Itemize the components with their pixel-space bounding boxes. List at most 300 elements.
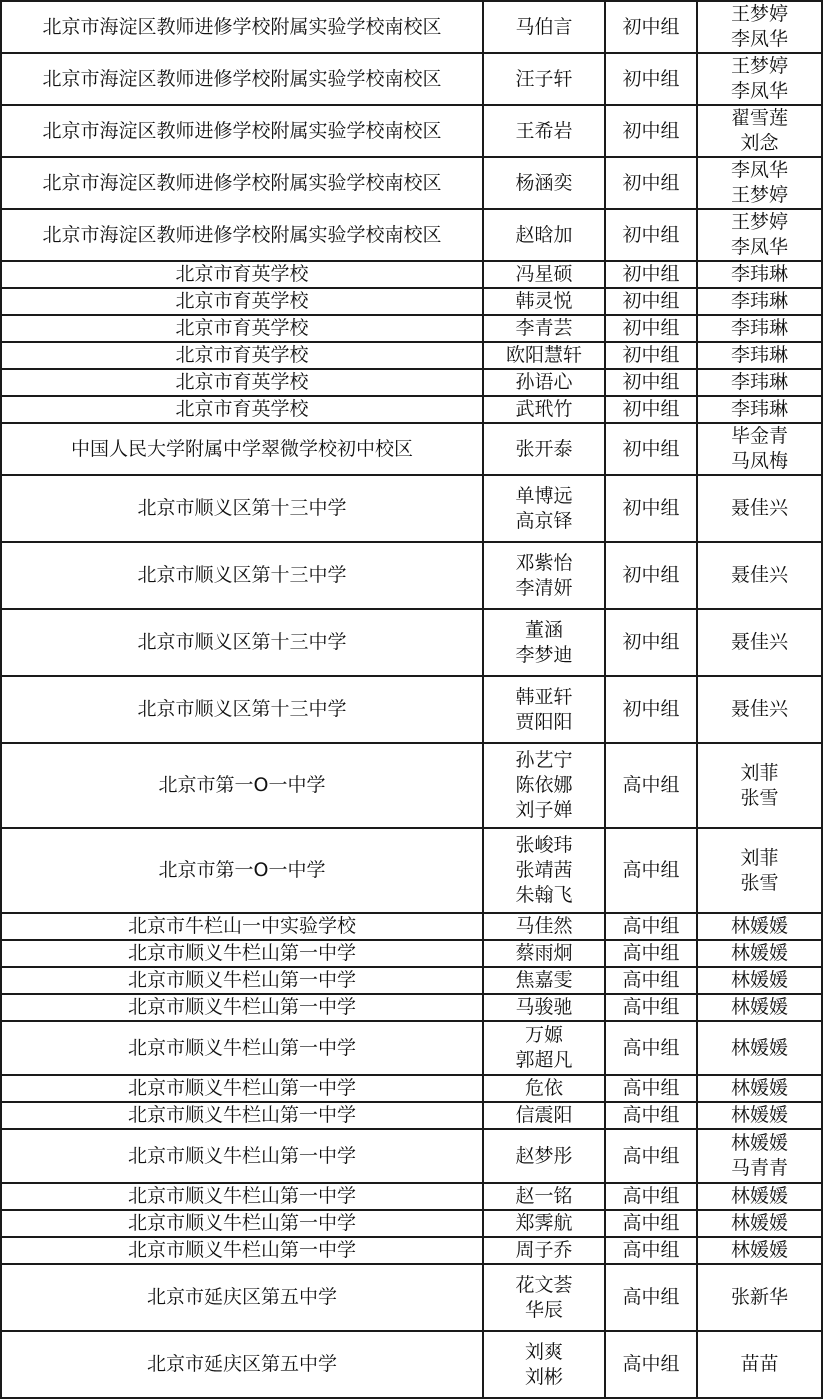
teacher-cell: [697, 423, 822, 475]
teacher-cell: [697, 994, 822, 1021]
student-cell-text: 孙语心: [515, 371, 573, 393]
school-cell-text: 北京市第一O一中学: [158, 774, 326, 796]
school-cell: [1, 342, 483, 369]
school-cell: [1, 1102, 483, 1129]
group-cell: [605, 396, 697, 423]
school-cell: [1, 913, 483, 940]
table-row: [1, 1102, 823, 1129]
teacher-cell-text: 毕金青: [730, 425, 788, 447]
student-cell: [483, 542, 605, 609]
student-cell: [483, 157, 605, 209]
group-cell-text: 高中组: [622, 1239, 680, 1261]
student-cell-text: 杨涵奕: [515, 171, 573, 194]
teacher-cell-text: 林媛媛: [730, 915, 788, 937]
teacher-cell-text: 李凤华: [730, 236, 788, 258]
group-cell: [605, 1, 697, 53]
school-cell: [1, 105, 483, 157]
group-cell-text: 初中组: [622, 371, 680, 393]
student-cell-text: 华辰: [524, 1298, 563, 1321]
teacher-cell-text: 聂佳兴: [730, 497, 788, 519]
group-cell: [605, 913, 697, 940]
student-cell-text: 冯星硕: [515, 263, 573, 285]
group-cell: [605, 105, 697, 157]
school-cell: [1, 940, 483, 967]
teacher-cell: [697, 53, 822, 105]
table-row: [1, 1129, 823, 1183]
student-cell: [483, 475, 605, 542]
student-cell: [483, 1264, 605, 1331]
school-cell: [1, 53, 483, 105]
table-row: [1, 1264, 823, 1331]
group-cell: [605, 1021, 697, 1075]
teacher-cell: [697, 475, 822, 542]
table-row: [1, 940, 823, 967]
school-cell-text: 北京市顺义牛栏山第一中学: [127, 942, 356, 964]
teacher-cell-text: 林媛媛: [730, 1036, 788, 1059]
teacher-cell: [697, 209, 822, 261]
student-cell-text: 信震阳: [515, 1104, 573, 1126]
group-cell: [605, 369, 697, 396]
teacher-cell: [697, 342, 822, 369]
teacher-cell: [697, 1331, 822, 1398]
teacher-cell: [697, 1183, 822, 1210]
student-cell-text: 蔡雨炯: [515, 942, 573, 964]
student-cell: [483, 53, 605, 105]
student-cell-text: 郭超凡: [515, 1049, 573, 1071]
group-cell: [605, 1331, 697, 1398]
table-row: [1, 676, 823, 743]
table-body: [1, 1, 823, 1398]
student-cell: [483, 994, 605, 1021]
school-cell-text: 北京市顺义牛栏山第一中学: [127, 996, 356, 1018]
school-cell-text: 北京市顺义区第十三中学: [137, 497, 347, 519]
teacher-cell-text: 聂佳兴: [730, 631, 788, 653]
student-cell: [483, 1075, 605, 1102]
teacher-cell: [697, 542, 822, 609]
school-cell-text: 北京市顺义牛栏山第一中学: [127, 969, 356, 991]
school-cell-text: 北京市顺义牛栏山第一中学: [127, 1212, 356, 1234]
teacher-cell: [697, 609, 822, 676]
student-cell-text: 高京铎: [515, 509, 573, 532]
group-cell-text: 初中组: [622, 171, 680, 194]
teacher-cell-text: 李玮琳: [730, 263, 788, 285]
student-cell-text: 张开泰: [515, 437, 573, 460]
group-cell-text: 高中组: [622, 942, 680, 964]
school-cell-text: 北京市顺义牛栏山第一中学: [127, 1036, 356, 1059]
group-cell: [605, 542, 697, 609]
teacher-cell-text: 林媛媛: [730, 969, 788, 991]
student-cell-text: 张靖茜: [515, 859, 573, 881]
group-cell-text: 初中组: [622, 698, 680, 720]
group-cell-text: 初中组: [622, 119, 680, 142]
table-row: [1, 423, 823, 475]
table-row: [1, 1183, 823, 1210]
table-row: [1, 743, 823, 828]
student-cell-text: 赵一铭: [515, 1185, 573, 1207]
teacher-cell: [697, 396, 822, 423]
group-cell: [605, 261, 697, 288]
student-cell-text: 马伯言: [515, 15, 573, 38]
student-cell: [483, 1237, 605, 1264]
school-cell: [1, 828, 483, 913]
student-cell-text: 董涵: [524, 618, 563, 641]
school-cell: [1, 1264, 483, 1331]
group-cell-text: 初中组: [622, 223, 680, 246]
group-cell: [605, 1129, 697, 1183]
group-cell: [605, 967, 697, 994]
teacher-cell: [697, 1075, 822, 1102]
teacher-cell-text: 李凤华: [730, 159, 788, 181]
teacher-cell-text: 马凤梅: [730, 450, 788, 472]
group-cell: [605, 53, 697, 105]
teacher-cell-text: 刘念: [740, 132, 779, 154]
group-cell-text: 初中组: [622, 398, 680, 420]
student-cell-text: 韩亚轩: [515, 685, 573, 708]
table-row: [1, 475, 823, 542]
teacher-cell-text: 林媛媛: [730, 1104, 788, 1126]
group-cell: [605, 1264, 697, 1331]
student-cell-text: 焦嘉雯: [515, 969, 573, 991]
school-cell: [1, 209, 483, 261]
school-cell-text: 北京市顺义区第十三中学: [137, 564, 347, 586]
teacher-cell-text: 李玮琳: [730, 290, 788, 312]
student-cell-text: 郑霁航: [515, 1212, 573, 1234]
teacher-cell-text: 李凤华: [730, 80, 788, 102]
school-cell-text: 北京市顺义牛栏山第一中学: [127, 1077, 356, 1099]
school-cell: [1, 261, 483, 288]
school-cell: [1, 1, 483, 53]
teacher-cell-text: 刘菲: [740, 846, 779, 869]
teacher-cell-text: 林媛媛: [730, 942, 788, 964]
student-cell-text: 欧阳慧轩: [505, 344, 582, 366]
table-row: [1, 1331, 823, 1398]
school-cell-text: 北京市海淀区教师进修学校附属实验学校南校区: [42, 67, 442, 90]
table-row: [1, 105, 823, 157]
group-cell: [605, 209, 697, 261]
school-cell-text: 北京市海淀区教师进修学校附属实验学校南校区: [42, 119, 442, 142]
school-cell-text: 北京市延庆区第五中学: [146, 1353, 337, 1375]
student-cell-text: 韩灵悦: [515, 290, 573, 312]
student-cell-text: 周子乔: [515, 1239, 573, 1261]
group-cell-text: 高中组: [622, 1077, 680, 1099]
table-row: [1, 994, 823, 1021]
student-cell-text: 李青芸: [515, 317, 573, 339]
group-cell-text: 初中组: [622, 564, 680, 586]
student-cell: [483, 105, 605, 157]
group-cell: [605, 288, 697, 315]
school-cell-text: 北京市育英学校: [175, 371, 309, 393]
table-row: [1, 828, 823, 913]
student-cell: [483, 743, 605, 828]
table-row: [1, 209, 823, 261]
table-row: [1, 369, 823, 396]
school-cell-text: 北京市育英学校: [175, 263, 309, 285]
student-cell: [483, 1129, 605, 1183]
group-cell-text: 初中组: [622, 15, 680, 38]
group-cell: [605, 157, 697, 209]
school-cell: [1, 369, 483, 396]
student-cell-text: 刘子婵: [515, 799, 573, 821]
teacher-cell-text: 林媛媛: [730, 1077, 788, 1099]
teacher-cell: [697, 315, 822, 342]
teacher-cell: [697, 967, 822, 994]
table-row: [1, 315, 823, 342]
student-cell-text: 汪子轩: [515, 67, 573, 90]
teacher-cell-text: 林媛媛: [730, 1239, 788, 1261]
teacher-cell-text: 王梦婷: [730, 55, 788, 77]
table-row: [1, 1237, 823, 1264]
teacher-cell-text: 马青青: [730, 1157, 788, 1179]
school-cell-text: 北京市顺义牛栏山第一中学: [127, 1144, 356, 1167]
student-cell-text: 武玳竹: [515, 398, 573, 420]
student-cell: [483, 315, 605, 342]
school-cell: [1, 1021, 483, 1075]
student-cell-text: 孙艺宁: [515, 749, 573, 771]
teacher-cell: [697, 1, 822, 53]
teacher-cell: [697, 1237, 822, 1264]
student-cell-text: 邓紫怡: [515, 551, 573, 574]
table-row: [1, 157, 823, 209]
student-cell-text: 李清妍: [515, 576, 573, 599]
student-cell: [483, 967, 605, 994]
group-cell-text: 高中组: [622, 969, 680, 991]
table-row: [1, 261, 823, 288]
teacher-cell: [697, 913, 822, 940]
group-cell: [605, 315, 697, 342]
school-cell: [1, 994, 483, 1021]
group-cell: [605, 1210, 697, 1237]
teacher-cell: [697, 828, 822, 913]
group-cell-text: 初中组: [622, 497, 680, 519]
school-cell: [1, 743, 483, 828]
student-cell-text: 赵梦彤: [515, 1144, 573, 1167]
school-cell-text: 北京市牛栏山一中实验学校: [127, 915, 356, 937]
table-row: [1, 1075, 823, 1102]
student-cell-text: 万嫄: [524, 1024, 563, 1046]
table-row: [1, 1021, 823, 1075]
teacher-cell: [697, 940, 822, 967]
school-cell: [1, 157, 483, 209]
group-cell-text: 高中组: [622, 1185, 680, 1207]
table-row: [1, 1210, 823, 1237]
school-cell: [1, 1237, 483, 1264]
school-cell: [1, 1075, 483, 1102]
group-cell-text: 初中组: [622, 437, 680, 460]
group-cell-text: 高中组: [622, 996, 680, 1018]
school-cell: [1, 1210, 483, 1237]
group-cell-text: 高中组: [622, 774, 680, 796]
student-cell: [483, 1021, 605, 1075]
student-cell-text: 刘彬: [524, 1365, 563, 1388]
school-cell: [1, 676, 483, 743]
school-cell-text: 北京市顺义区第十三中学: [137, 698, 347, 720]
student-cell: [483, 940, 605, 967]
student-cell-text: 朱翰飞: [515, 884, 573, 906]
teacher-cell-text: 聂佳兴: [730, 564, 788, 586]
student-cell: [483, 1331, 605, 1398]
teacher-cell: [697, 105, 822, 157]
table-row: [1, 913, 823, 940]
student-cell-text: 花文荟: [515, 1273, 573, 1296]
teacher-cell-text: 王梦婷: [730, 184, 788, 206]
school-cell: [1, 542, 483, 609]
student-cell-text: 刘爽: [524, 1340, 563, 1363]
table-row: [1, 53, 823, 105]
school-cell: [1, 1331, 483, 1398]
student-cell: [483, 396, 605, 423]
school-cell-text: 北京市顺义牛栏山第一中学: [127, 1239, 356, 1261]
school-cell-text: 北京市延庆区第五中学: [146, 1286, 337, 1308]
teacher-cell-text: 李玮琳: [730, 398, 788, 420]
student-cell-text: 马佳然: [515, 915, 573, 937]
school-cell: [1, 423, 483, 475]
student-cell: [483, 1102, 605, 1129]
student-cell-text: 危依: [524, 1077, 563, 1099]
group-cell: [605, 609, 697, 676]
group-cell-text: 高中组: [622, 859, 680, 881]
school-cell-text: 北京市育英学校: [175, 290, 309, 312]
school-cell-text: 北京市顺义牛栏山第一中学: [127, 1185, 356, 1207]
student-cell: [483, 1210, 605, 1237]
student-cell: [483, 369, 605, 396]
group-cell-text: 高中组: [622, 1353, 680, 1375]
student-cell: [483, 342, 605, 369]
school-cell-text: 中国人民大学附属中学翠微学校初中校区: [70, 437, 413, 460]
student-cell: [483, 828, 605, 913]
school-cell: [1, 1183, 483, 1210]
teacher-cell: [697, 1129, 822, 1183]
group-cell-text: 高中组: [622, 1286, 680, 1308]
teacher-cell-text: 张雪: [740, 786, 779, 809]
group-cell: [605, 342, 697, 369]
group-cell: [605, 423, 697, 475]
teacher-cell-text: 王梦婷: [730, 3, 788, 25]
group-cell-text: 初中组: [622, 344, 680, 366]
student-cell: [483, 676, 605, 743]
group-cell-text: 高中组: [622, 1144, 680, 1167]
teacher-cell: [697, 1102, 822, 1129]
group-cell: [605, 1102, 697, 1129]
teacher-cell-text: 张新华: [730, 1286, 788, 1308]
student-cell: [483, 1183, 605, 1210]
school-cell: [1, 315, 483, 342]
group-cell-text: 高中组: [622, 915, 680, 937]
table-row: [1, 967, 823, 994]
teacher-cell-text: 林媛媛: [730, 1132, 788, 1154]
group-cell-text: 初中组: [622, 631, 680, 653]
student-cell-text: 贾阳阳: [515, 710, 573, 733]
school-cell-text: 北京市第一O一中学: [158, 859, 326, 881]
school-cell-text: 北京市海淀区教师进修学校附属实验学校南校区: [42, 171, 442, 194]
student-cell-text: 陈依娜: [515, 774, 573, 796]
teacher-cell: [697, 1021, 822, 1075]
student-cell: [483, 209, 605, 261]
school-cell: [1, 288, 483, 315]
teacher-cell-text: 林媛媛: [730, 996, 788, 1018]
student-cell: [483, 288, 605, 315]
student-cell-text: 张峻玮: [515, 834, 573, 856]
teacher-cell-text: 苗苗: [740, 1353, 779, 1375]
student-cell-text: 单博远: [515, 484, 573, 507]
table-row: [1, 1, 823, 53]
teacher-cell-text: 李凤华: [730, 28, 788, 50]
student-cell-text: 赵晗加: [515, 223, 573, 246]
student-cell-text: 马骏驰: [515, 996, 573, 1018]
group-cell: [605, 475, 697, 542]
teacher-cell: [697, 676, 822, 743]
group-cell-text: 初中组: [622, 317, 680, 339]
school-cell-text: 北京市育英学校: [175, 317, 309, 339]
student-cell: [483, 609, 605, 676]
group-cell: [605, 994, 697, 1021]
school-cell: [1, 475, 483, 542]
table-row: [1, 396, 823, 423]
teacher-cell-text: 聂佳兴: [730, 698, 788, 720]
student-cell: [483, 1, 605, 53]
student-cell: [483, 423, 605, 475]
school-cell: [1, 1129, 483, 1183]
teacher-cell: [697, 369, 822, 396]
teacher-cell-text: 王梦婷: [730, 211, 788, 233]
teacher-cell-text: 李玮琳: [730, 371, 788, 393]
group-cell: [605, 676, 697, 743]
teacher-cell: [697, 1210, 822, 1237]
teacher-cell-text: 李玮琳: [730, 317, 788, 339]
table-row: [1, 609, 823, 676]
group-cell: [605, 1183, 697, 1210]
group-cell-text: 初中组: [622, 263, 680, 285]
group-cell-text: 初中组: [622, 67, 680, 90]
school-cell-text: 北京市顺义区第十三中学: [137, 631, 347, 653]
student-cell-text: 王希岩: [515, 119, 573, 142]
school-cell-text: 北京市育英学校: [175, 344, 309, 366]
table-row: [1, 288, 823, 315]
group-cell-text: 初中组: [622, 290, 680, 312]
teacher-cell-text: 李玮琳: [730, 344, 788, 366]
group-cell: [605, 743, 697, 828]
group-cell: [605, 940, 697, 967]
group-cell-text: 高中组: [622, 1104, 680, 1126]
school-cell-text: 北京市海淀区教师进修学校附属实验学校南校区: [42, 223, 442, 246]
table-row: [1, 542, 823, 609]
teacher-cell-text: 林媛媛: [730, 1185, 788, 1207]
teacher-cell: [697, 1264, 822, 1331]
group-cell-text: 高中组: [622, 1212, 680, 1234]
student-cell-text: 李梦迪: [515, 643, 573, 666]
teacher-cell: [697, 743, 822, 828]
school-cell: [1, 609, 483, 676]
school-cell-text: 北京市顺义牛栏山第一中学: [127, 1104, 356, 1126]
school-cell-text: 北京市育英学校: [175, 398, 309, 420]
student-cell: [483, 261, 605, 288]
school-cell: [1, 967, 483, 994]
teacher-cell-text: 刘菲: [740, 761, 779, 784]
teacher-cell: [697, 261, 822, 288]
teacher-cell-text: 林媛媛: [730, 1212, 788, 1234]
group-cell: [605, 1075, 697, 1102]
student-cell: [483, 913, 605, 940]
table-row: [1, 342, 823, 369]
teacher-cell-text: 张雪: [740, 871, 779, 894]
teacher-cell-text: 翟雪莲: [730, 107, 788, 129]
school-cell: [1, 396, 483, 423]
group-cell-text: 高中组: [622, 1036, 680, 1059]
group-cell: [605, 828, 697, 913]
teacher-cell: [697, 157, 822, 209]
school-cell-text: 北京市海淀区教师进修学校附属实验学校南校区: [42, 15, 442, 38]
teacher-cell: [697, 288, 822, 315]
group-cell: [605, 1237, 697, 1264]
